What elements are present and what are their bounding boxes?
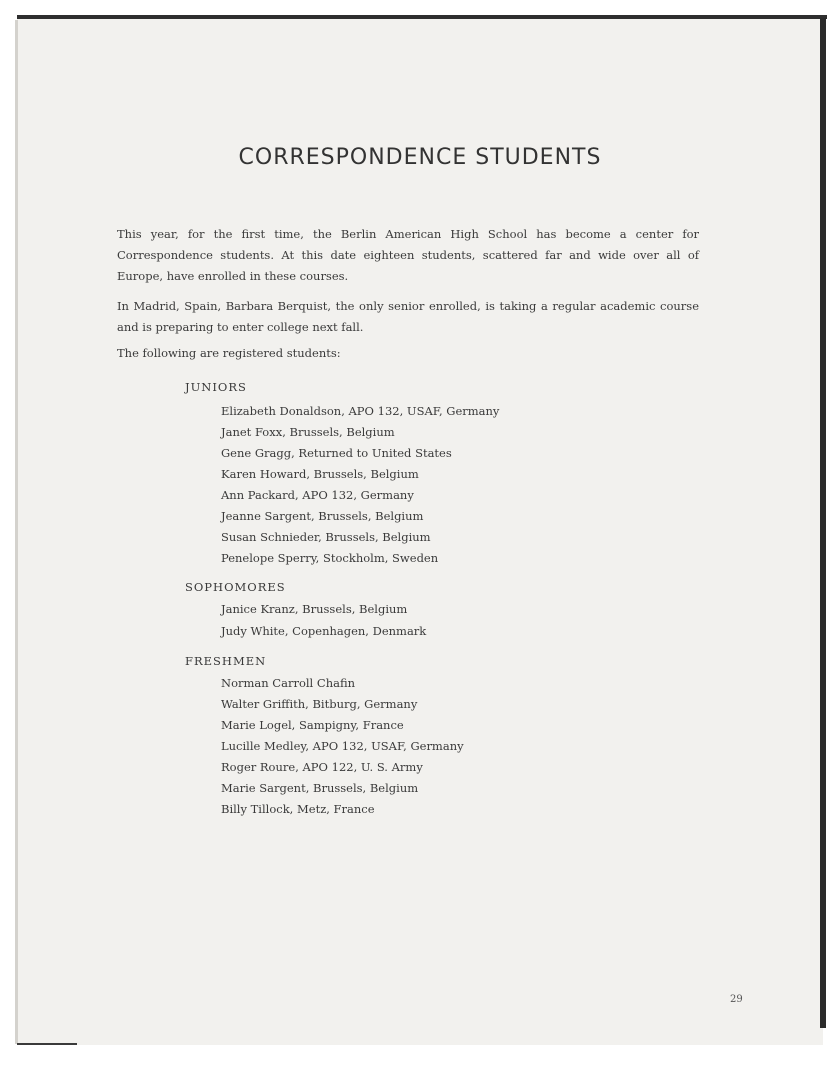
student-entry: Penelope Sperry, Stockholm, Sweden xyxy=(221,551,439,565)
student-entry: Norman Carroll Chafin xyxy=(221,676,356,690)
bottom-rule xyxy=(17,1043,77,1045)
left-edge xyxy=(15,20,18,1044)
student-entry: Janet Foxx, Brussels, Belgium xyxy=(221,425,395,439)
student-entry: Susan Schnieder, Brussels, Belgium xyxy=(221,530,431,544)
student-entry: Lucille Medley, APO 132, USAF, Germany xyxy=(221,739,464,753)
student-entry: Gene Gragg, Returned to United States xyxy=(221,446,452,460)
student-entry: Karen Howard, Brussels, Belgium xyxy=(221,467,419,481)
intro-paragraph-1: This year, for the first time, the Berlin American High School has become a center for Correspondence students. At this date eighteen students, scattered far and wide over all of Europe, have enrolled in these courses. xyxy=(117,227,699,283)
student-entry: Jeanne Sargent, Brussels, Belgium xyxy=(221,509,424,523)
student-entry: Walter Griffith, Bitburg, Germany xyxy=(221,697,418,711)
page-number: 29 xyxy=(730,994,743,1005)
sophomores-heading: SOPHOMORES xyxy=(185,580,286,594)
page-title: CORRESPONDENCE STUDENTS xyxy=(238,145,602,170)
student-entry: Marie Logel, Sampigny, France xyxy=(221,718,404,732)
student-entry: Billy Tillock, Metz, France xyxy=(221,802,375,816)
intro-text xyxy=(117,224,699,347)
student-entry: Elizabeth Donaldson, APO 132, USAF, Germany xyxy=(221,404,500,418)
top-rule xyxy=(17,15,827,19)
student-entry: Ann Packard, APO 132, Germany xyxy=(221,488,414,502)
registered-students-lead: The following are registered students: xyxy=(117,346,341,360)
student-entry: Judy White, Copenhagen, Denmark xyxy=(221,624,427,638)
juniors-heading: JUNIORS xyxy=(185,380,247,394)
student-entry: Janice Kranz, Brussels, Belgium xyxy=(221,602,408,616)
student-entry: Marie Sargent, Brussels, Belgium xyxy=(221,781,419,795)
freshmen-heading: FRESHMEN xyxy=(185,654,267,668)
student-entry: Roger Roure, APO 122, U. S. Army xyxy=(221,760,423,774)
intro-paragraph-2: In Madrid, Spain, Barbara Berquist, the only senior enrolled, is taking a regular academic course and is preparing to enter college next fall. xyxy=(117,299,699,334)
